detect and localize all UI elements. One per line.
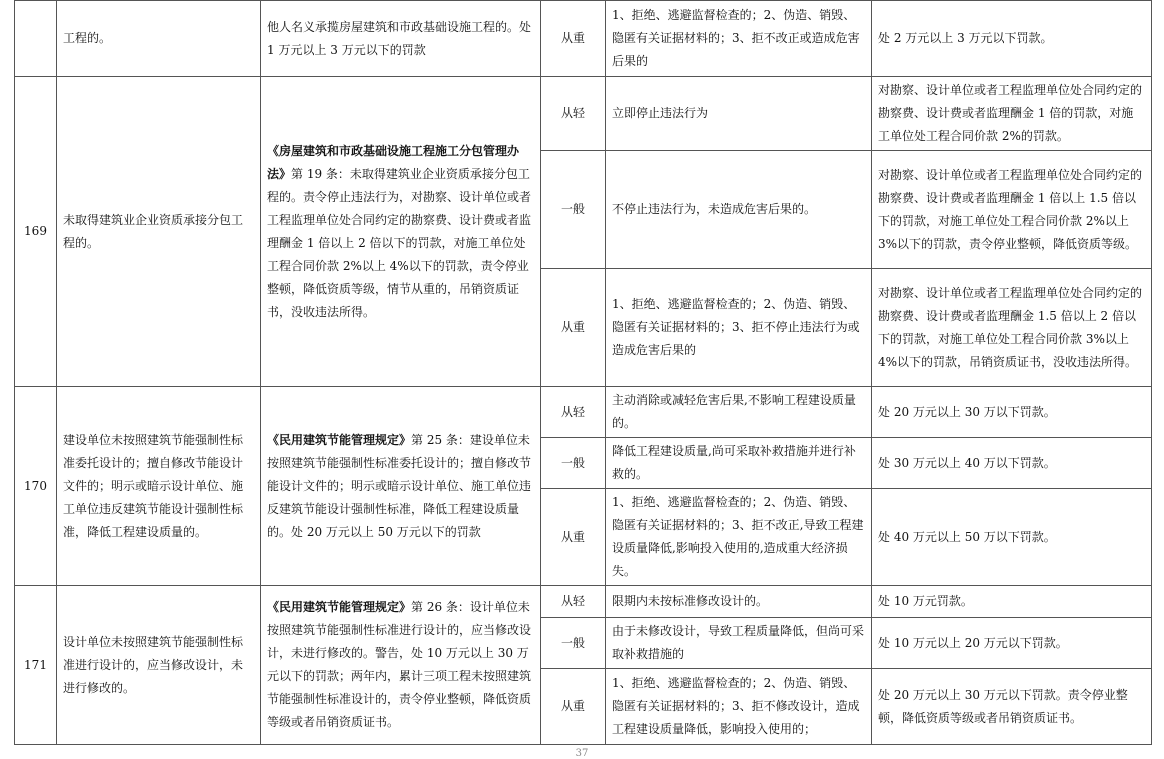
penalty-standard: 处 40 万元以上 50 万以下罚款。 — [872, 489, 1152, 586]
penalty-level: 一般 — [541, 618, 606, 669]
penalty-standard: 处 10 万元以上 20 万元以下罚款。 — [872, 618, 1152, 669]
circumstance: 限期内未按标准修改设计的。 — [606, 586, 872, 618]
penalty-standard: 处 2 万元以上 3 万元以下罚款。 — [872, 1, 1152, 77]
violation-behavior: 工程的。 — [57, 1, 261, 77]
penalty-level: 从重 — [541, 669, 606, 745]
penalty-level: 一般 — [541, 438, 606, 489]
violation-behavior: 设计单位未按照建筑节能强制性标准进行设计的，应当修改设计，未进行修改的。 — [57, 586, 261, 745]
legal-basis: 《民用建筑节能管理规定》第 26 条：设计单位未按照建筑节能强制性标准进行设计的，应当修改设计，未进行修改的。警告，处 10 万元以上 30 万元以下的罚款；两年内，累计三项工程未按照建筑节能强制性标准设计的，责令停业整顿，降低资质等级或者吊销资质证书。 — [261, 586, 541, 745]
penalty-level: 从轻 — [541, 77, 606, 151]
penalty-level: 从重 — [541, 1, 606, 77]
circumstance: 1、拒绝、逃避监督检查的；2、伪造、销毁、隐匿有关证据材料的；3、拒不改正,导致工程建设质量降低,影响投入使用的,造成重大经济损失。 — [606, 489, 872, 586]
table-row — [15, 1, 1152, 77]
circumstance: 1、拒绝、逃避监督检查的；2、伪造、销毁、隐匿有关证据材料的；3、拒不改正或造成危害后果的 — [606, 1, 872, 77]
penalty-level: 从重 — [541, 269, 606, 387]
circumstance: 不停止违法行为，未造成危害后果的。 — [606, 151, 872, 269]
table-row — [15, 387, 1152, 438]
penalty-level: 一般 — [541, 151, 606, 269]
circumstance: 立即停止违法行为 — [606, 77, 872, 151]
violation-behavior: 建设单位未按照建筑节能强制性标准委托设计的；擅自修改节能设计文件的；明示或暗示设计单位、施工单位违反建筑节能设计强制性标准，降低工程建设质量的。 — [57, 387, 261, 586]
circumstance: 1、拒绝、逃避监督检查的；2、伪造、销毁、隐匿有关证据材料的；3、拒不停止违法行为或造成危害后果的 — [606, 269, 872, 387]
page-number: 37 — [575, 748, 589, 759]
violation-behavior: 未取得建筑业企业资质承接分包工程的。 — [57, 77, 261, 387]
penalty-standard: 对勘察、设计单位或者工程监理单位处合同约定的勘察费、设计费或者监理酬金 1.5 倍以上 2 倍以下的罚款，对施工单位处工程合同价款 3%以上 4%以下的罚款，吊销资质证书，没收违法所得。 — [872, 269, 1152, 387]
circumstance: 降低工程建设质量,尚可采取补救措施并进行补救的。 — [606, 438, 872, 489]
circumstance: 由于未修改设计，导致工程质量降低，但尚可采取补救措施的 — [606, 618, 872, 669]
penalty-level: 从重 — [541, 489, 606, 586]
circumstance: 1、拒绝、逃避监督检查的；2、伪造、销毁、隐匿有关证据材料的；3、拒不修改设计，造成工程建设质量降低，影响投入使用的； — [606, 669, 872, 745]
legal-basis: 《民用建筑节能管理规定》第 25 条：建设单位未按照建筑节能强制性标准委托设计的；擅自修改节能设计文件的；明示或暗示设计单位、施工单位违反建筑节能设计强制性标准，降低工程建设质量的。处 20 万元以上 50 万元以下的罚款 — [261, 387, 541, 586]
penalty-standard: 处 20 万元以上 30 万以下罚款。 — [872, 387, 1152, 438]
legal-basis: 他人名义承揽房屋建筑和市政基础设施工程的。处 1 万元以上 3 万元以下的罚款 — [261, 1, 541, 77]
table-row — [15, 77, 1152, 151]
penalty-table — [14, 0, 1152, 745]
penalty-standard: 对勘察、设计单位或者工程监理单位处合同约定的勘察费、设计费或者监理酬金 1 倍以上 1.5 倍以下的罚款，对施工单位处工程合同价款 2%以上 3%以下的罚款，责令停业整顿，降低资质等级。 — [872, 151, 1152, 269]
penalty-standard: 处 10 万元罚款。 — [872, 586, 1152, 618]
penalty-level: 从轻 — [541, 387, 606, 438]
penalty-standard: 处 20 万元以上 30 万元以下罚款。责令停业整顿，降低资质等级或者吊销资质证书。 — [872, 669, 1152, 745]
table-row — [15, 586, 1152, 618]
legal-basis: 《房屋建筑和市政基础设施工程施工分包管理办法》第 19 条：未取得建筑业企业资质承接分包工程的。责令停止违法行为，对勘察、设计单位或者工程监理单位处合同约定的勘察费、设计费或者监理酬金 1 倍以上 2 倍以下的罚款，对施工单位处工程合同价款 2%以上 4%以下的罚款，责令停业整顿，降低资质等级，情节从重的，吊销资质证书，没收违法所得。 — [261, 77, 541, 387]
item-number: 169 — [15, 77, 57, 387]
item-number — [15, 1, 57, 77]
penalty-standard: 对勘察、设计单位或者工程监理单位处合同约定的勘察费、设计费或者监理酬金 1 倍的罚款，对施工单位处工程合同价款 2%的罚款。 — [872, 77, 1152, 151]
circumstance: 主动消除或减轻危害后果,不影响工程建设质量的。 — [606, 387, 872, 438]
penalty-standard: 处 30 万元以上 40 万以下罚款。 — [872, 438, 1152, 489]
item-number: 171 — [15, 586, 57, 745]
item-number: 170 — [15, 387, 57, 586]
penalty-level: 从轻 — [541, 586, 606, 618]
